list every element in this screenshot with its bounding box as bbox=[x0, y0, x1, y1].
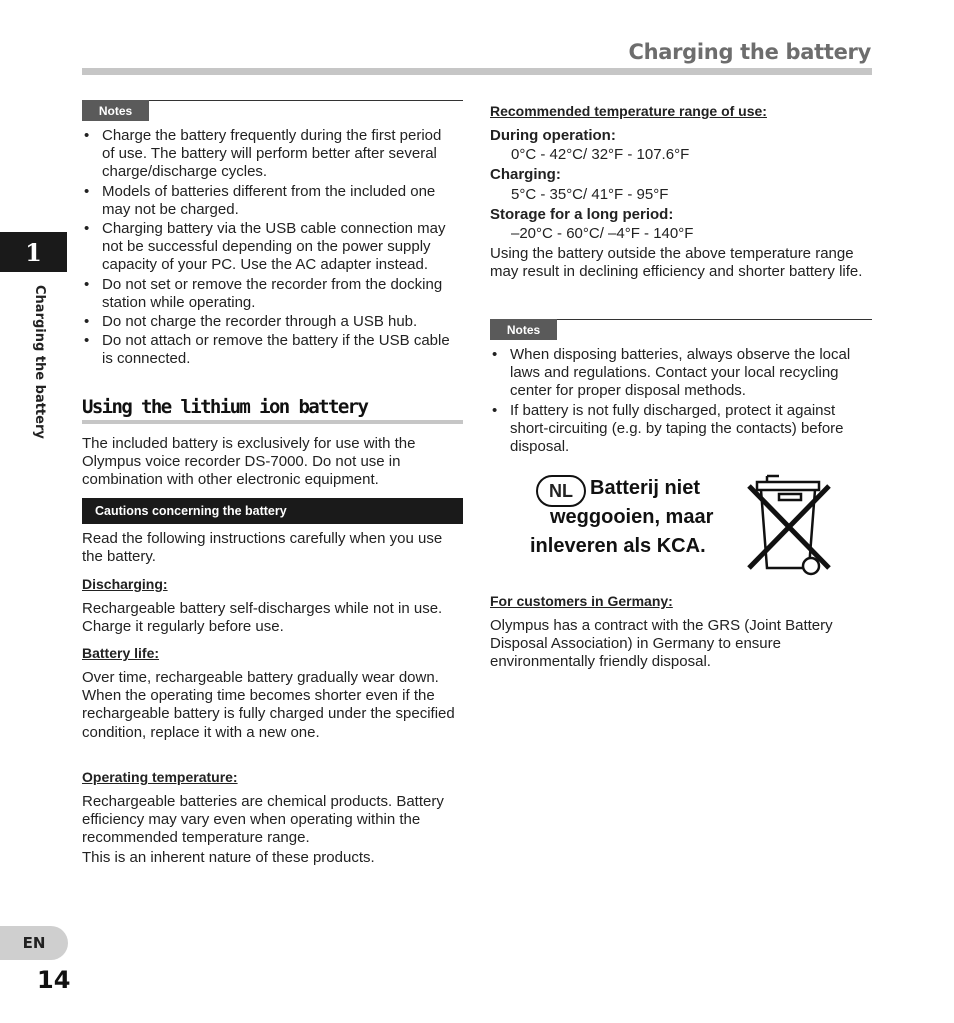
language-tab: EN bbox=[0, 926, 68, 960]
list-item: • Charging battery via the USB cable connection may not be successful depending on the power supply capacity of your PC. Use the AC adapter instead. bbox=[82, 220, 452, 275]
section-title: Using the lithium ion battery bbox=[82, 396, 368, 418]
notes-label: Notes bbox=[82, 100, 149, 121]
charging-value: 5°C - 35°C/ 41°F - 95°F bbox=[511, 186, 669, 203]
list-item: • Do not charge the recorder through a USB hub. bbox=[82, 313, 452, 331]
list-item: • If battery is not fully discharged, protect it against short-circuiting (e.g. by taping the contacts) before disposal. bbox=[490, 402, 870, 457]
storage-value: –20°C - 60°C/ –4°F - 140°F bbox=[511, 225, 694, 242]
section-rule bbox=[82, 420, 463, 424]
during-operation-label: During operation: bbox=[490, 127, 616, 144]
page-number: 14 bbox=[37, 966, 71, 994]
cautions-heading-bar: Cautions concerning the battery bbox=[82, 498, 463, 524]
left-notes-header bbox=[82, 100, 463, 122]
nl-line-1: Batterij niet bbox=[590, 477, 701, 499]
list-item: • Models of batteries different from the included one may not be charged. bbox=[82, 183, 452, 219]
list-item: • Do not set or remove the recorder from the docking station while operating. bbox=[82, 276, 452, 312]
chapter-vertical-label: Charging the battery bbox=[32, 285, 47, 439]
list-item: • Charge the battery frequently during the first period of use. The battery will perform better after several charge/discharge cycles. bbox=[82, 127, 452, 182]
nl-disposal-notice bbox=[530, 474, 830, 580]
charging-label: Charging: bbox=[490, 166, 561, 183]
battery-life-text: Over time, rechargeable battery gradually wear down. When the operating time becomes shorter even if the rechargeable battery is fully charged under the specified condition, replace it with a new one. bbox=[82, 669, 455, 741]
germany-heading: For customers in Germany: bbox=[490, 593, 673, 609]
discharging-heading: Discharging: bbox=[82, 576, 168, 592]
storage-label: Storage for a long period: bbox=[490, 206, 674, 223]
operating-temp-heading: Operating temperature: bbox=[82, 769, 238, 785]
cautions-intro: Read the following instructions carefully when you use the battery. bbox=[82, 530, 443, 566]
during-operation-value: 0°C - 42°C/ 32°F - 107.6°F bbox=[511, 146, 690, 163]
header-rule bbox=[82, 68, 872, 75]
list-item: • Do not attach or remove the battery if the USB cable is connected. bbox=[82, 332, 452, 368]
discharging-text: Rechargeable battery self-discharges while not in use. Charge it regularly before use. bbox=[82, 600, 443, 636]
nl-badge: NL bbox=[536, 475, 586, 507]
page-header-title: Charging the battery bbox=[628, 40, 871, 64]
operating-temp-text-2: This is an inherent nature of these products. bbox=[82, 849, 375, 866]
temp-range-heading: Recommended temperature range of use: bbox=[490, 103, 767, 119]
nl-line-2: weggooien, maar bbox=[550, 506, 714, 528]
section-intro: The included battery is exclusively for use with the Olympus voice recorder DS-7000. Do not use in combination with other electronic equipment. bbox=[82, 435, 416, 489]
chapter-tab: 1 bbox=[0, 232, 67, 272]
notes-label: Notes bbox=[490, 319, 557, 340]
temp-warning: Using the battery outside the above temperature range may result in declining efficiency and shorter battery life. bbox=[490, 245, 863, 281]
germany-text: Olympus has a contract with the GRS (Joint Battery Disposal Association) in Germany to ensure environmentally friendly disposal. bbox=[490, 617, 833, 671]
crossed-bin-icon bbox=[745, 472, 835, 580]
battery-life-heading: Battery life: bbox=[82, 645, 160, 661]
right-notes-list bbox=[490, 346, 870, 457]
left-notes-list bbox=[82, 127, 452, 370]
nl-line-3: inleveren als KCA. bbox=[530, 535, 706, 557]
list-item: • When disposing batteries, always observe the local laws and regulations. Contact your local recycling center for proper disposal methods. bbox=[490, 346, 870, 401]
operating-temp-text: Rechargeable batteries are chemical products. Battery efficiency may vary even when operating within the recommended temperature range. bbox=[82, 793, 444, 847]
right-notes-header bbox=[490, 319, 872, 341]
